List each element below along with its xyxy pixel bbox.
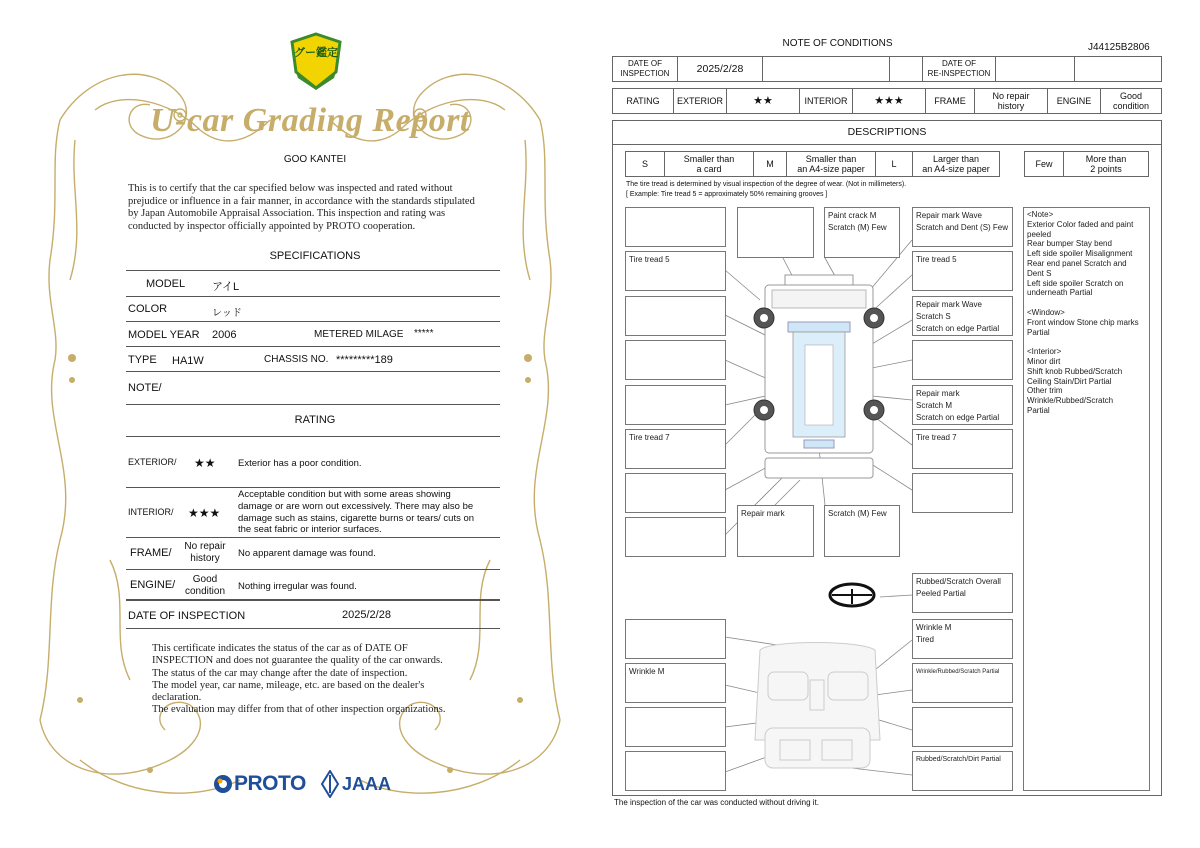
goo-kantei-logo (288, 32, 344, 92)
legend-line: Larger than (932, 154, 980, 164)
date-of-inspection-value: 2025/2/28 (342, 609, 391, 621)
condition-box (625, 207, 726, 247)
box-line: Wrinkle/Rubbed/Scratch Partial (916, 669, 1000, 675)
divider (126, 296, 500, 297)
interior-description (238, 489, 474, 536)
condition-box (912, 707, 1013, 747)
condition-box (625, 340, 726, 380)
condition-box-wrinkle-left (625, 663, 726, 703)
rating-heading: RATING (294, 414, 336, 426)
divider (126, 404, 500, 405)
condition-box-paint-crack (824, 207, 900, 258)
note-line: Dent S (1027, 268, 1052, 278)
frame-value-line: history (190, 553, 220, 564)
divider (126, 569, 500, 570)
divider (126, 371, 500, 372)
specifications-heading: SPECIFICATIONS (269, 250, 361, 262)
model-year-label: MODEL YEAR (128, 329, 200, 341)
note-line: <Window> (1027, 307, 1065, 317)
legend-line: Smaller than (683, 154, 735, 164)
box-line: Scratch (M) Few (828, 223, 887, 232)
frame-label-cell: FRAME (925, 88, 975, 114)
type-value: HA1W (172, 355, 204, 367)
note-line: Partial (1027, 405, 1050, 415)
footer-note: The inspection of the car was conducted without driving it. (614, 798, 819, 807)
type-label: TYPE (128, 354, 157, 366)
condition-box-repair-wave-right (912, 296, 1013, 336)
notes-panel (1023, 207, 1150, 791)
condition-box-tire-rear-right (912, 429, 1013, 469)
reinspect-label-line: RE-INSPECTION (927, 69, 991, 78)
condition-box-repair-wave-top (912, 207, 1013, 247)
exterior-stars-cell: ★★ (726, 88, 800, 114)
engine-label: ENGINE/ (130, 579, 176, 591)
note-spacer (1027, 298, 1146, 308)
condition-box (625, 385, 726, 425)
interior-desc-line: Acceptable condition but with some areas showing (238, 489, 451, 500)
box-line: Repair mark Wave (916, 211, 982, 220)
legend-l: L (875, 151, 913, 177)
box-line: Paint crack M (828, 211, 877, 220)
interior-desc-line: the seat fabric or interior surfaces. (238, 524, 382, 536)
mileage-label: METERED MILAGE (314, 329, 404, 340)
mileage-value: ***** (414, 328, 434, 339)
intro-line: by Japan Automobile Appraisal Association. This inspection and rating was (128, 208, 446, 219)
conditions-title: NOTE OF CONDITIONS (782, 38, 893, 49)
report-subtitle: GOO KANTEI (283, 154, 347, 165)
frame-value-line: No repair (184, 541, 226, 552)
box-line: Scratch on edge Partial (916, 413, 1000, 422)
divider (126, 487, 500, 488)
tread-note-line: The tire tread is determined by visual inspection of the degree of wear. (Not in millimeters). (626, 181, 907, 188)
disclaimer-line: declaration. (152, 692, 202, 704)
exterior-stars: ★★ (194, 456, 216, 470)
disclaimer-line: The model year, car name, mileage, etc. are based on the dealer's (152, 679, 425, 691)
certificate-disclaimer (152, 643, 482, 717)
condition-box-steering (912, 573, 1013, 613)
model-value: アイL (212, 281, 240, 293)
divider (126, 436, 500, 437)
engine-value-line: Good (1119, 91, 1143, 101)
intro-line: prejudice or influence in a fair manner, in accordance with the standards stipulated (128, 195, 475, 207)
frame-description: No apparent damage was found. (238, 548, 376, 559)
condition-box-tire-rear-left (625, 429, 726, 469)
condition-box-wrinkle-tired (912, 619, 1013, 659)
condition-box-tire-front-right (912, 251, 1013, 291)
interior-stars: ★★★ (188, 506, 221, 520)
disclaimer-line: The evaluation may differ from that of other inspection organizations. (152, 704, 446, 716)
note-line: Ceiling Stain/Dirt Partial (1027, 376, 1112, 386)
box-line: Tire tread 7 (629, 433, 670, 442)
note-line: Left side spoiler Scratch on (1027, 278, 1124, 288)
interior-label: INTERIOR/ (128, 507, 174, 517)
rating-label-cell: RATING (612, 88, 674, 114)
box-line: Scratch on edge Partial (916, 324, 1000, 333)
legend-line: More than (1085, 154, 1127, 164)
engine-value-line: Good (192, 574, 218, 585)
note-line: Partial (1027, 327, 1050, 337)
condition-box-tire-front-left (625, 251, 726, 291)
legend-s: S (625, 151, 665, 177)
divider (126, 321, 500, 322)
model-year-value: 2006 (212, 329, 237, 341)
box-line: Scratch (M) Few (828, 509, 887, 518)
condition-box-rubbed-dirt (912, 751, 1013, 791)
condition-box (625, 619, 726, 659)
date-label-line: INSPECTION (620, 69, 670, 78)
intro-line: conducted by inspector officially appointed by PROTO cooperation. (128, 220, 416, 232)
note-line: <Note> (1027, 210, 1054, 219)
descriptions-heading: DESCRIPTIONS (847, 126, 927, 138)
legend-line: an A4-size paper (797, 164, 865, 174)
certification-intro (128, 183, 508, 233)
box-line: Rubbed/Scratch/Dirt Partial (916, 756, 1001, 763)
interior-stars-cell: ★★★ (852, 88, 926, 114)
condition-box (912, 340, 1013, 380)
box-line: Wrinkle M (629, 667, 665, 676)
note-line: Shift knob Rubbed/Scratch (1027, 366, 1123, 376)
legend-few: Few (1024, 151, 1064, 177)
note-spacer (1027, 337, 1146, 347)
box-line: Tire tread 5 (916, 255, 957, 264)
condition-box (737, 207, 814, 258)
engine-label-cell: ENGINE (1047, 88, 1101, 114)
reinspect-label-line: DATE OF (941, 59, 977, 68)
legend-line: a card (696, 164, 722, 174)
exterior-description: Exterior has a poor condition. (238, 458, 362, 469)
box-line: Peeled Partial (916, 589, 966, 598)
proto-logo-text: PROTO (234, 772, 306, 795)
note-line: Front window Stone chip marks (1027, 317, 1139, 327)
interior-label-cell: INTERIOR (799, 88, 853, 114)
box-line: Repair mark (916, 389, 960, 398)
divider (126, 599, 500, 601)
engine-value-line: condition (1112, 101, 1150, 111)
note-line: underneath Partial (1027, 288, 1093, 298)
condition-box-wrinkle-right (912, 663, 1013, 703)
legend-line: 2 points (1090, 164, 1122, 174)
intro-line: This is to certify that the car specified below was inspected and rated without (128, 183, 453, 194)
jaaa-logo-text: JAAA (342, 774, 392, 794)
proto-logo (212, 770, 316, 798)
condition-box (912, 473, 1013, 513)
tread-note-line: [ Example: Tire tread 5 = approximately 50% remaining grooves ] (626, 190, 828, 198)
divider (126, 537, 500, 538)
divider (126, 628, 500, 629)
box-line: Scratch and Dent (S) Few (916, 223, 1009, 232)
model-label: MODEL (146, 278, 186, 290)
note-line: Left side spoiler Misalignment (1027, 249, 1133, 259)
condition-box (625, 517, 726, 557)
logo-text: グー鑑定 (294, 47, 338, 59)
condition-box (625, 473, 726, 513)
divider (126, 346, 500, 347)
date-of-inspection-label: DATE OF INSPECTION (128, 610, 246, 622)
frame-value-line: history (997, 101, 1025, 111)
box-line: Tire tread 7 (916, 433, 957, 442)
box-line: Scratch S (916, 312, 951, 321)
note-line: peeled (1027, 229, 1052, 239)
report-title: U-car Grading Report (150, 102, 470, 139)
condition-box-repair-bottom (737, 505, 814, 557)
note-line: <Interior> (1027, 347, 1062, 357)
engine-value (176, 574, 234, 598)
chassis-label: CHASSIS NO. (264, 354, 329, 365)
legend-line: Smaller than (805, 154, 857, 164)
divider (126, 270, 500, 271)
condition-box (625, 751, 726, 791)
frame-label: FRAME/ (130, 547, 172, 559)
engine-value-line: condition (184, 586, 226, 597)
note-line: Other trim (1027, 386, 1063, 396)
legend-m: M (753, 151, 787, 177)
exterior-label: EXTERIOR/ (128, 457, 177, 467)
note-line: Exterior Color faded and paint (1027, 219, 1134, 229)
color-value: レッド (212, 308, 242, 319)
frame-value-line: No repair (992, 91, 1030, 101)
note-line: Rear bumper Stay bend (1027, 239, 1112, 249)
date-label-line: DATE OF (627, 59, 663, 68)
chassis-value: *********189 (336, 354, 393, 366)
interior-desc-line: damage or are worn out excessively. There may also be (238, 500, 474, 512)
color-label: COLOR (128, 303, 168, 315)
box-line: Wrinkle M (916, 623, 952, 632)
engine-description: Nothing irregular was found. (238, 581, 357, 592)
box-line: Tire tread 5 (629, 255, 670, 264)
condition-box (625, 707, 726, 747)
note-line: Minor dirt (1027, 356, 1061, 366)
note-label: NOTE/ (128, 382, 162, 394)
disclaimer-line: INSPECTION and does not guarantee the quality of the car onwards. (152, 655, 443, 667)
disclaimer-line: This certificate indicates the status of the car as of DATE OF (152, 643, 408, 654)
disclaimer-line: The status of the car may change after the date of inspection. (152, 667, 408, 679)
note-of-conditions (600, 0, 1200, 848)
condition-box (625, 296, 726, 336)
box-line: Scratch M (916, 401, 953, 410)
frame-value (176, 541, 234, 565)
reference-number: J44125B2806 (1088, 42, 1150, 53)
note-line: Wrinkle/Rubbed/Scratch (1027, 396, 1114, 406)
box-line: Repair mark (741, 509, 785, 518)
condition-box-scratch-bottom (824, 505, 900, 557)
condition-box-repair-right (912, 385, 1013, 425)
jaaa-logo (320, 770, 400, 798)
date-of-inspection-value-cell: 2025/2/28 (677, 56, 763, 82)
exterior-label-cell: EXTERIOR (673, 88, 727, 114)
note-line: Rear end panel Scratch and (1027, 258, 1127, 268)
interior-desc-line: damage such as stains, cigarette burns or tears/ cuts on (238, 512, 475, 524)
box-line: Repair mark Wave (916, 300, 982, 309)
box-line: Tired (916, 635, 934, 644)
legend-line: an A4-size paper (922, 164, 990, 174)
box-line: Rubbed/Scratch Overall (916, 577, 1001, 586)
